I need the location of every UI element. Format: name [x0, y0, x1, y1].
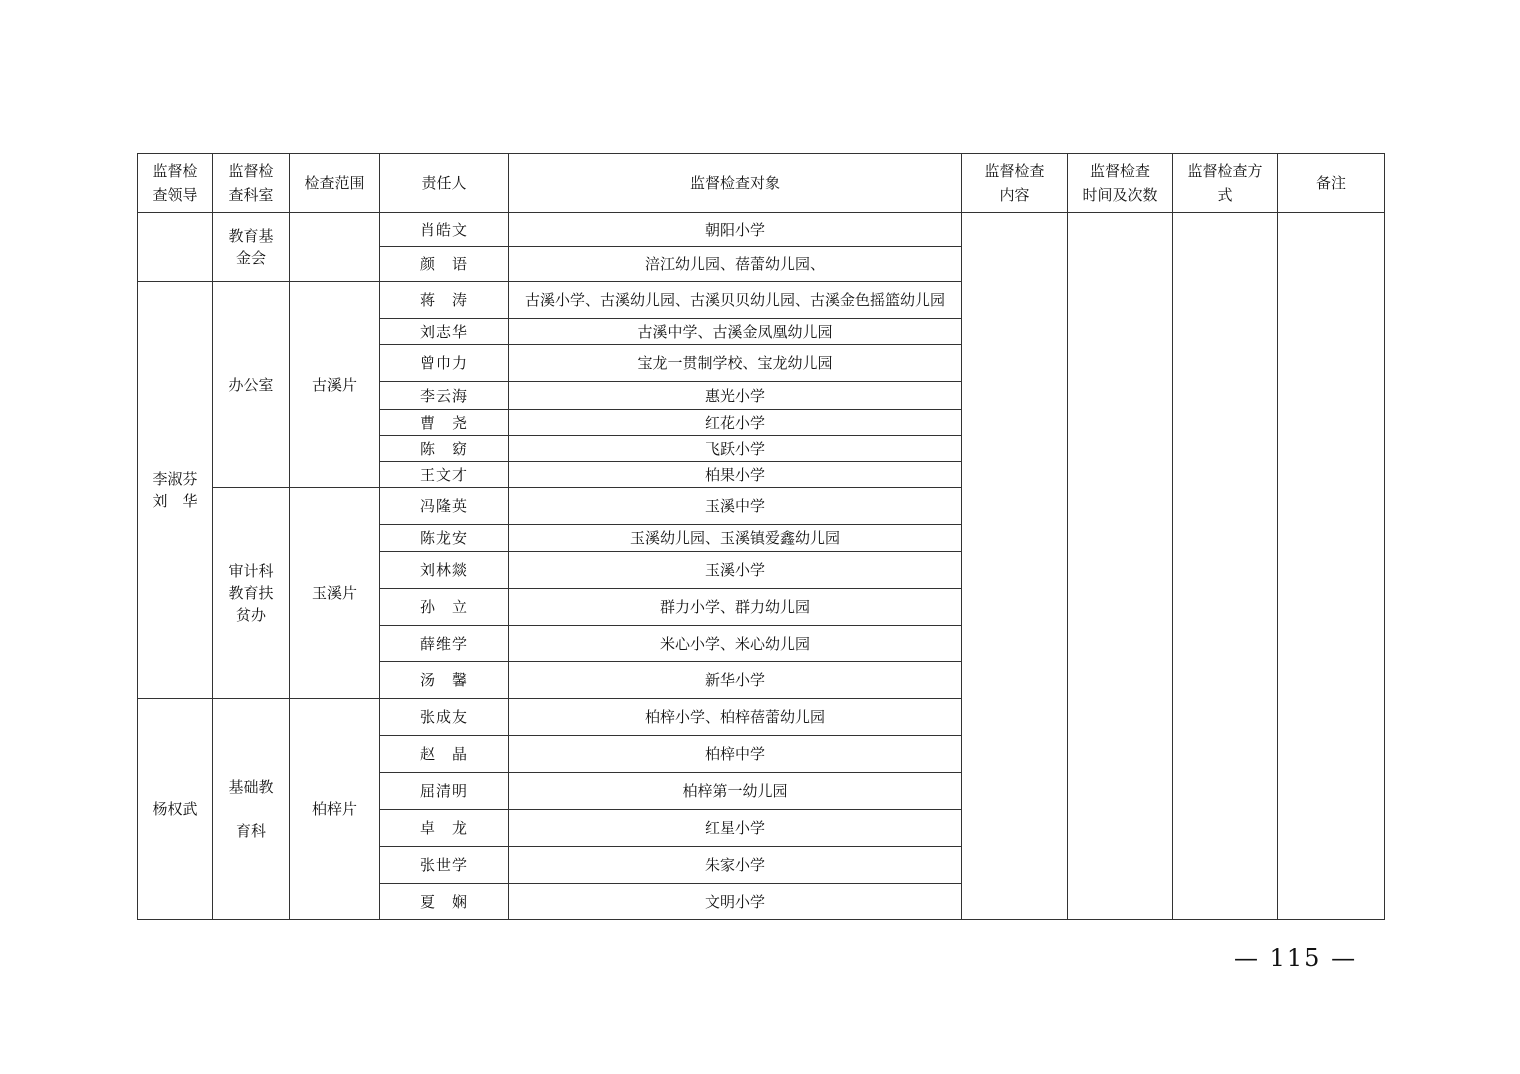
object-cell: 柏梓第一幼儿园: [509, 773, 962, 810]
header-time: 监督检查 时间及次数: [1068, 154, 1173, 213]
header-remark: 备注: [1278, 154, 1385, 213]
object-cell: 红星小学: [509, 810, 962, 847]
person-cell: 夏 娴: [380, 884, 509, 920]
person-cell: 卓 龙: [380, 810, 509, 847]
header-content: 监督检查 内容: [962, 154, 1068, 213]
object-cell: 宝龙一贯制学校、宝龙幼儿园: [509, 345, 962, 382]
dept-cell: 审计科 教育扶 贫办: [213, 488, 290, 699]
person-cell: 王文才: [380, 462, 509, 488]
table-row: [138, 213, 1385, 247]
person-cell: 汤 馨: [380, 662, 509, 699]
range-cell: 玉溪片: [290, 488, 380, 699]
person-cell: 蒋 涛: [380, 282, 509, 319]
person-cell: 薛维学: [380, 626, 509, 662]
range-cell: 柏梓片: [290, 699, 380, 920]
object-cell: 柏果小学: [509, 462, 962, 488]
object-cell: 玉溪幼儿园、玉溪镇爱鑫幼儿园: [509, 525, 962, 552]
dept-cell: 教育基 金会: [213, 213, 290, 282]
person-cell: 孙 立: [380, 589, 509, 626]
person-cell: 刘志华: [380, 319, 509, 345]
person-cell: 曹 尧: [380, 410, 509, 436]
object-cell: 玉溪中学: [509, 488, 962, 525]
header-dept: 监督检 查科室: [213, 154, 290, 213]
content-cell: [962, 213, 1068, 920]
leader-cell: [138, 213, 213, 282]
object-cell: 惠光小学: [509, 382, 962, 410]
object-cell: 朱家小学: [509, 847, 962, 884]
person-cell: 陈龙安: [380, 525, 509, 552]
remark-cell: [1278, 213, 1385, 920]
person-cell: 赵 晶: [380, 736, 509, 773]
dept-cell: 基础教 育科: [213, 699, 290, 920]
object-cell: 新华小学: [509, 662, 962, 699]
method-cell: [1173, 213, 1278, 920]
person-cell: 屈清明: [380, 773, 509, 810]
leader-cell: 杨权武: [138, 699, 213, 920]
person-cell: 李云海: [380, 382, 509, 410]
header-range: 检查范围: [290, 154, 380, 213]
leader-cell: 李淑芬 刘 华: [138, 282, 213, 699]
object-cell: 米心小学、米心幼儿园: [509, 626, 962, 662]
header-method: 监督检查方 式: [1173, 154, 1278, 213]
object-cell: 玉溪小学: [509, 552, 962, 589]
header-person: 责任人: [380, 154, 509, 213]
range-cell: [290, 213, 380, 282]
person-cell: 曾巾力: [380, 345, 509, 382]
header-row: [138, 154, 1385, 213]
person-cell: 冯隆英: [380, 488, 509, 525]
object-cell: 古溪中学、古溪金凤凰幼儿园: [509, 319, 962, 345]
person-cell: 肖皓文: [380, 213, 509, 247]
dept-cell: 办公室: [213, 282, 290, 488]
header-leader: 监督检 查领导: [138, 154, 213, 213]
person-cell: 陈 窈: [380, 436, 509, 462]
range-cell: 古溪片: [290, 282, 380, 488]
object-cell: 古溪小学、古溪幼儿园、古溪贝贝幼儿园、古溪金色摇篮幼儿园: [509, 282, 962, 319]
time-cell: [1068, 213, 1173, 920]
page-number: — 115 —: [1234, 944, 1358, 972]
object-cell: 飞跃小学: [509, 436, 962, 462]
object-cell: 红花小学: [509, 410, 962, 436]
object-cell: 涪江幼儿园、蓓蕾幼儿园、: [509, 247, 962, 282]
object-cell: 柏梓小学、柏梓蓓蕾幼儿园: [509, 699, 962, 736]
object-cell: 文明小学: [509, 884, 962, 920]
person-cell: 颜 语: [380, 247, 509, 282]
object-cell: 朝阳小学: [509, 213, 962, 247]
person-cell: 刘林燚: [380, 552, 509, 589]
person-cell: 张成友: [380, 699, 509, 736]
supervision-table: [137, 153, 1385, 920]
person-cell: 张世学: [380, 847, 509, 884]
object-cell: 群力小学、群力幼儿园: [509, 589, 962, 626]
header-object: 监督检查对象: [509, 154, 962, 213]
object-cell: 柏梓中学: [509, 736, 962, 773]
